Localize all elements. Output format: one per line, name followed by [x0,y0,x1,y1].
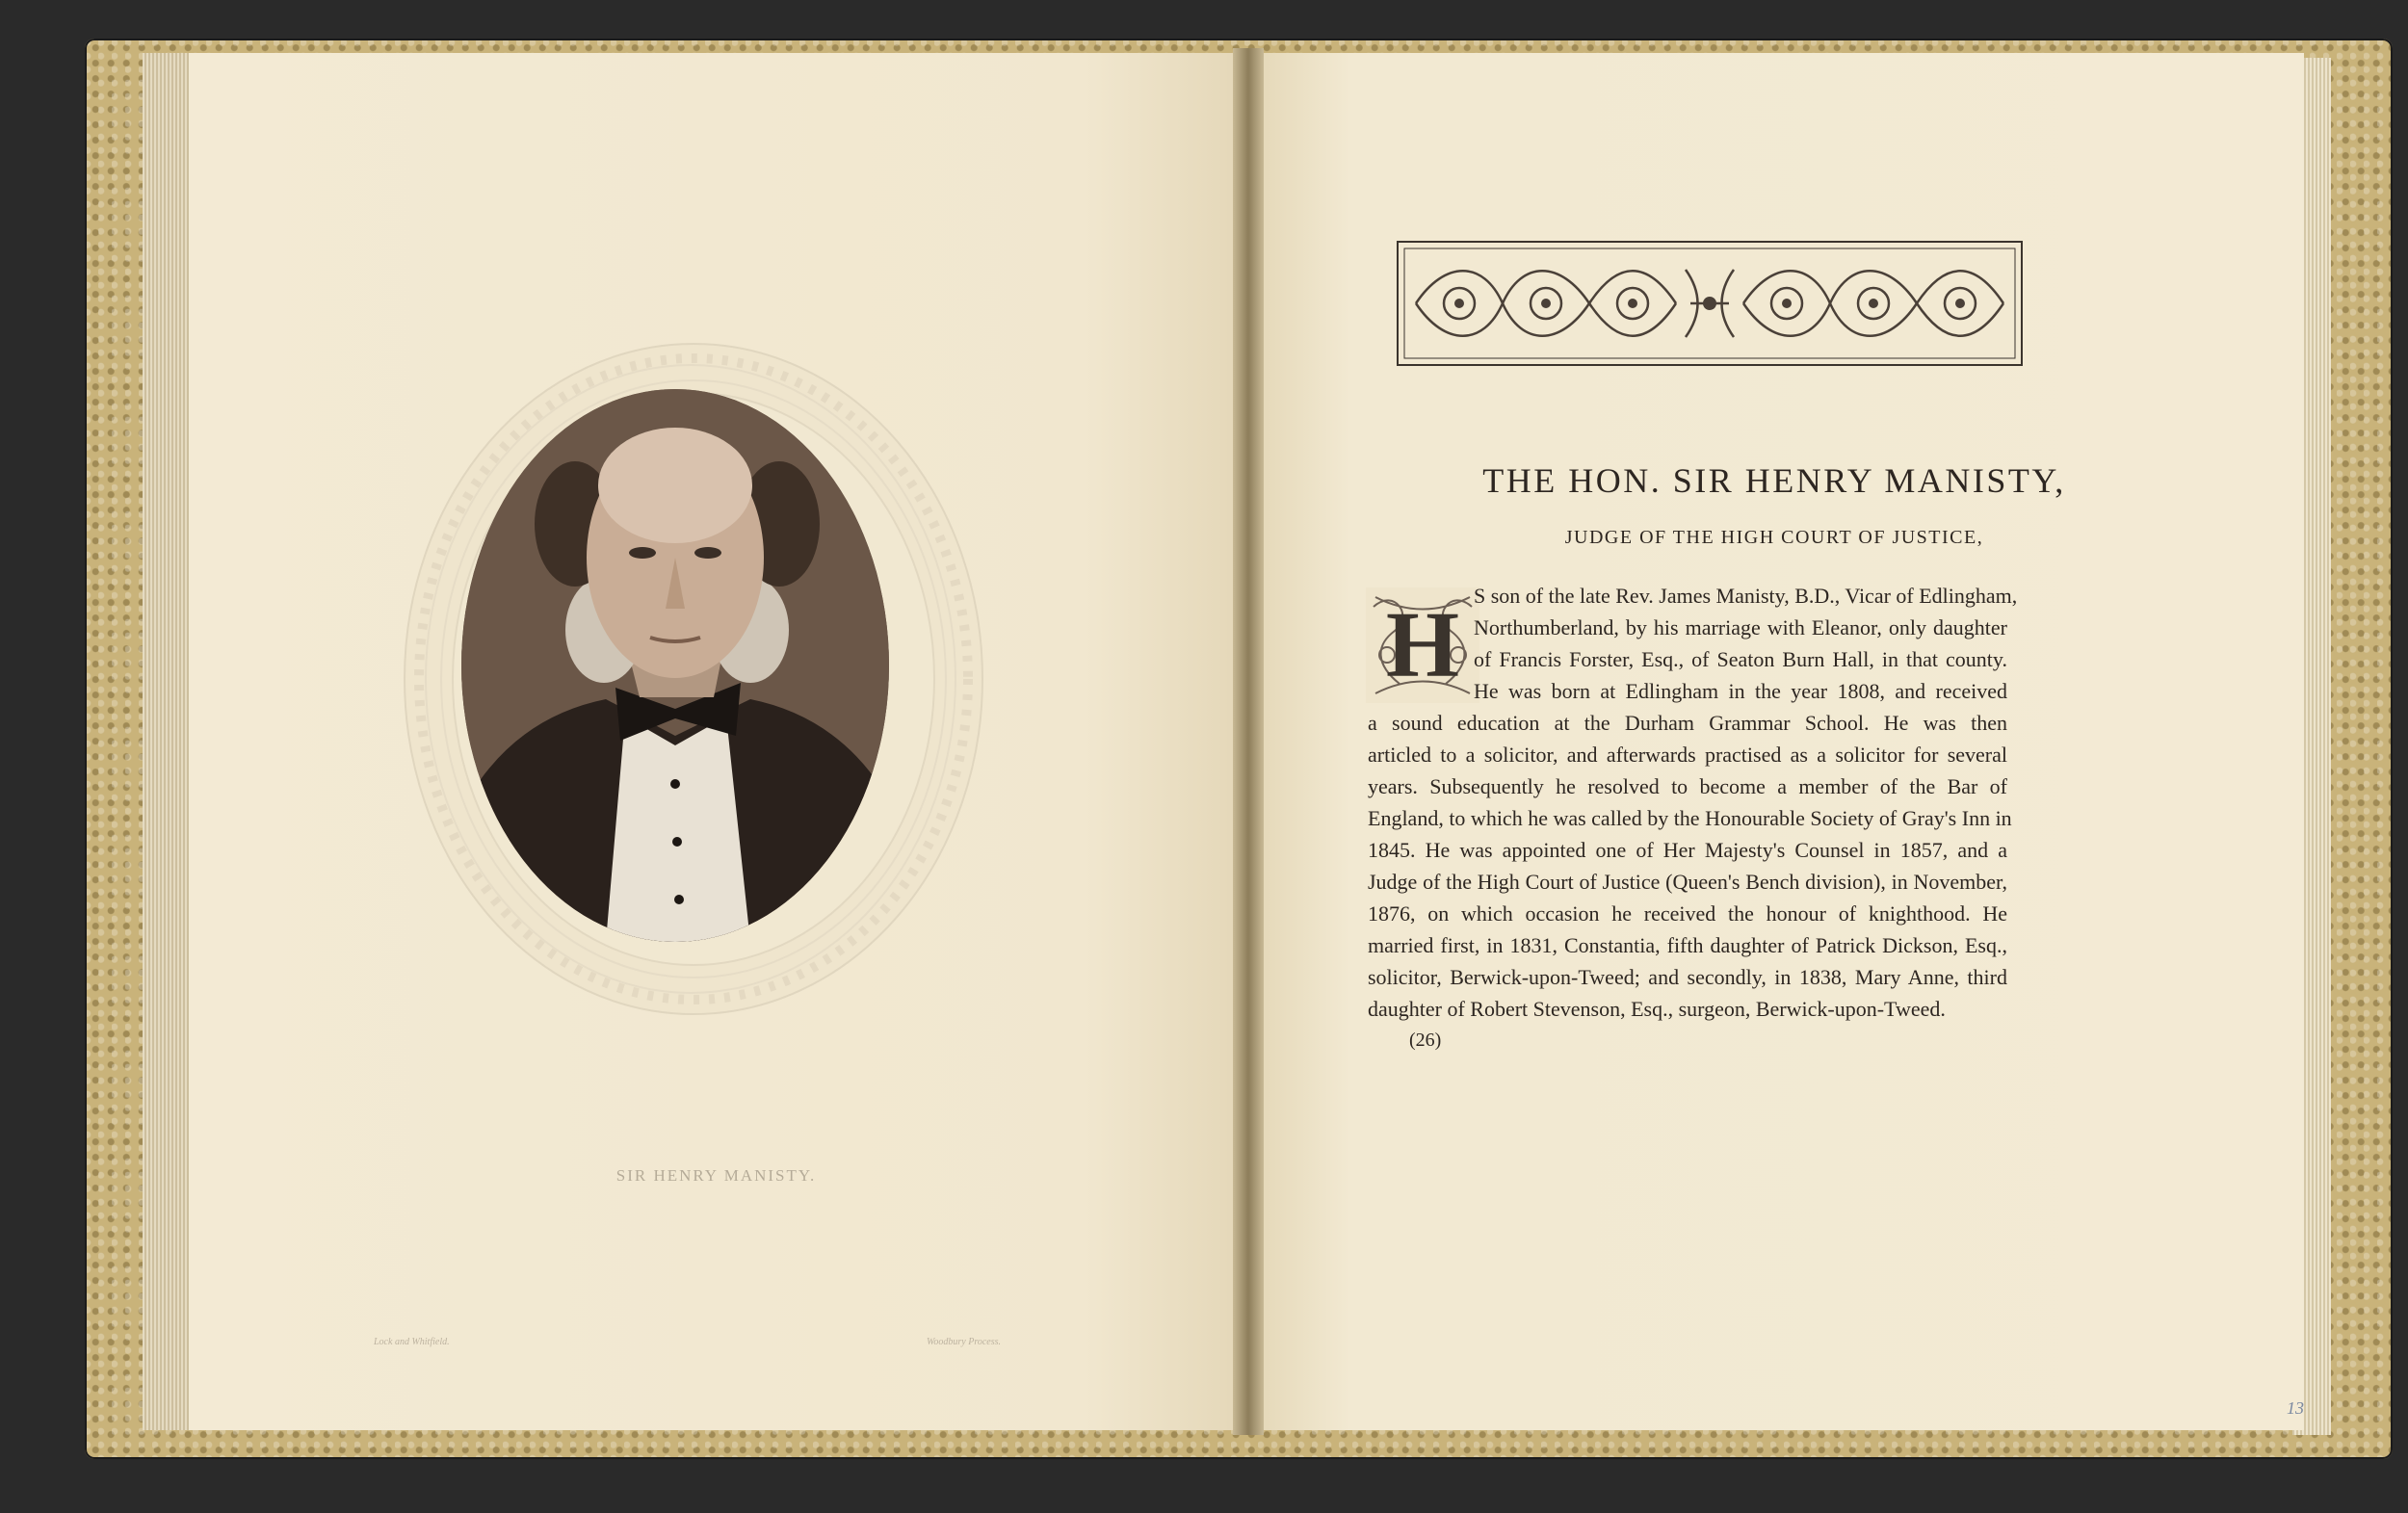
page-subtitle: JUDGE OF THE HIGH COURT OF JUSTICE, [1564,527,1984,548]
body-line: 1876, on which occasion he received the honour of knighthood. He [1368,901,2007,926]
body-line: articled to a solicitor, and afterwards practised as a solicitor for several [1368,743,2007,767]
body-line: England, to which he was called by the Honourable Society of Gray's Inn in [1368,806,2012,830]
pencil-annotation: 13 [2287,1398,2304,1418]
body-line: married first, in 1831, Constantia, fifth daughter of Patrick Dickson, Esq., [1368,933,2007,957]
body-line: Northumberland, by his marriage with Eleanor, only daughter [1474,615,2007,639]
drop-cap [1366,587,1479,703]
header-ornament [1397,241,2023,366]
process-credit: Woodbury Process. [927,1337,1002,1347]
portrait-frame [398,337,990,1021]
portrait-caption: SIR HENRY MANISTY. [615,1166,817,1185]
body-line: daughter of Robert Stevenson, Esq., surgeon, Berwick-upon-Tweed. [1368,997,1946,1021]
book-gutter [1233,48,1264,1435]
body-line: S son of the late Rev. James Manisty, B.D., Vicar of Edlingham, [1474,584,2018,608]
photographer-credit: Lock and Whitfield. [374,1337,450,1347]
drop-cap-letter: H [1385,593,1460,697]
body-line: Judge of the High Court of Justice (Queen's Bench division), in November, [1368,870,2007,894]
body-line: 1845. He was appointed one of Her Majesty's Counsel in 1857, and a [1368,838,2007,862]
body-line: years. Subsequently he resolved to become a member of the Bar of [1368,774,2007,798]
page-title: THE HON. SIR HENRY MANISTY, [1482,461,2066,500]
page-number: (26) [1409,1030,1442,1051]
body-line: He was born at Edlingham in the year 1808, and received [1474,679,2007,703]
portrait-photograph [461,389,889,942]
body-line: solicitor, Berwick-upon-Tweed; and secondly, in 1838, Mary Anne, third [1368,965,2007,989]
body-line: of Francis Forster, Esq., of Seaton Burn Hall, in that county. [1474,647,2007,671]
body-line: a sound education at the Durham Grammar School. He was then [1368,711,2007,735]
